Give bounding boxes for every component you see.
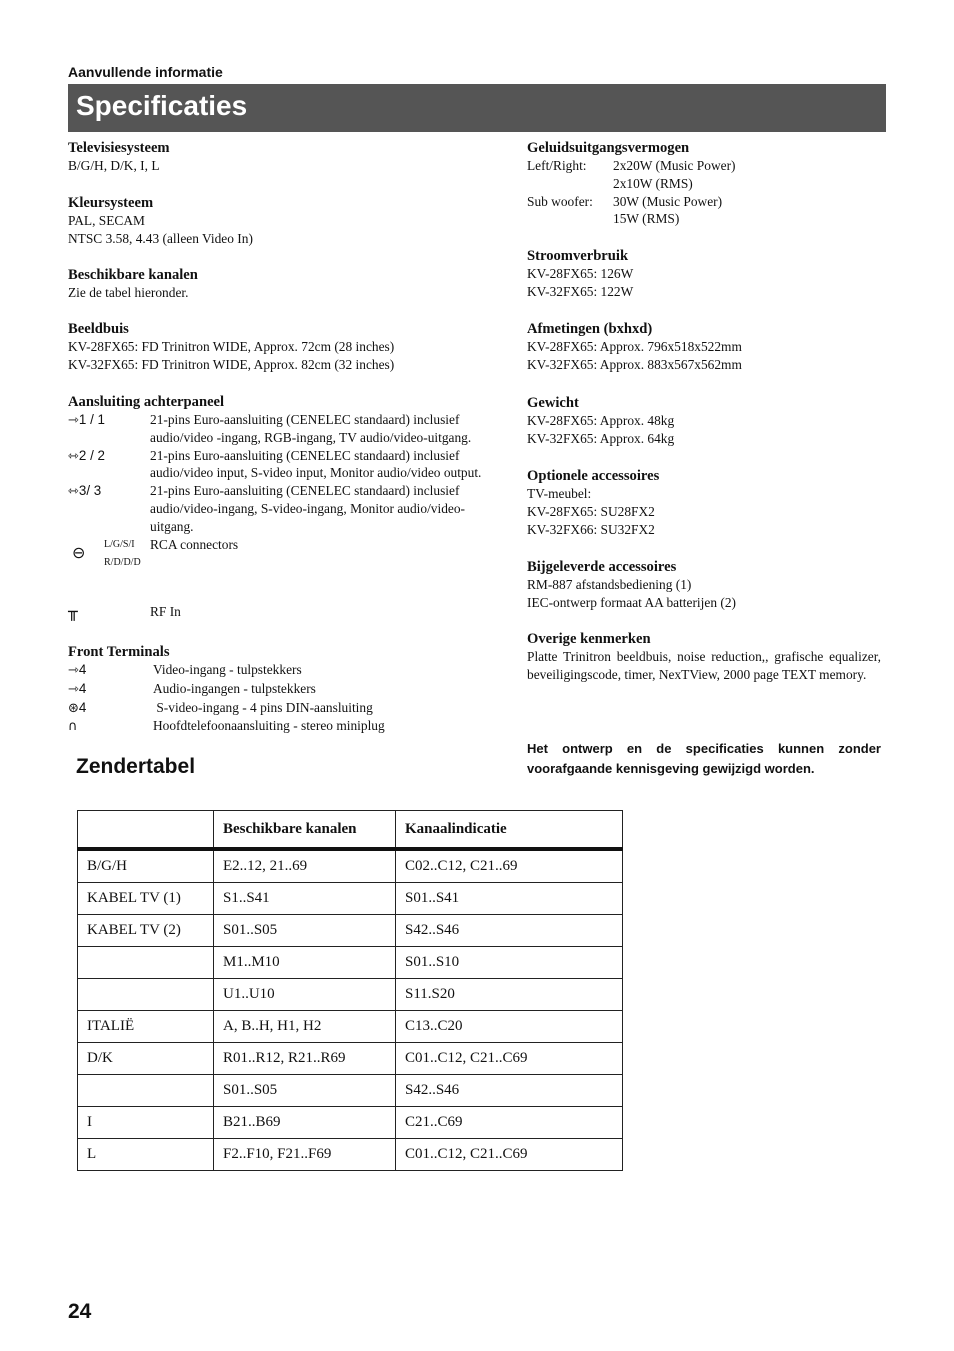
- table-row: [78, 1011, 623, 1043]
- channel-table-title: Zendertabel: [76, 755, 196, 778]
- front-terminal-audio: [68, 680, 508, 699]
- rear-terminal-3: [68, 482, 518, 535]
- channels-heading: Beschikbare kanalen: [68, 267, 198, 283]
- front-terminal-headphones: [68, 717, 508, 736]
- sound-output-label: Left/Right:: [527, 158, 587, 173]
- color-system: [68, 194, 253, 248]
- scart-io-icon: ⇿: [68, 484, 79, 500]
- table-cell: L: [78, 1139, 214, 1171]
- optional-accessories-line: KV-32FX66: SU32FX2: [527, 521, 655, 537]
- front-terminal-video: [68, 661, 508, 680]
- section-label: Aanvullende informatie: [68, 64, 223, 80]
- terminal-2-desc: 21-pins Euro-aansluiting (CENELEC standaard) inclusief: [150, 447, 460, 463]
- front-terminals: [68, 643, 508, 736]
- table-cell: D/K: [78, 1043, 214, 1075]
- table-cell: S1..S41: [214, 883, 396, 915]
- table-row: [78, 1043, 623, 1075]
- supplied-accessories-line: RM-887 afstandsbediening (1): [527, 577, 692, 592]
- table-cell: R01..R12, R21..R69: [214, 1043, 396, 1075]
- page-number: 24: [68, 1300, 92, 1323]
- table-cell: M1..M10: [214, 947, 396, 979]
- supplied-accessories-line: IEC-ontwerp formaat AA batterijen (2): [527, 594, 736, 610]
- rca-channel-label: L/G/S/I: [104, 538, 135, 550]
- color-system-line: PAL, SECAM: [68, 213, 145, 228]
- front-terminal-svideo: [68, 699, 508, 718]
- rear-terminal-1: [68, 411, 518, 447]
- page-title: Specificaties: [76, 90, 248, 121]
- terminal-1-desc: audio/video -ingang, RGB-ingang, TV audio/video-uitgang.: [150, 429, 472, 445]
- tube-line: KV-32FX65: FD Trinitron WIDE, Approx. 82cm (32 inches): [68, 356, 395, 372]
- power-line: KV-28FX65: 126W: [527, 266, 634, 281]
- video-in-icon: ⇾: [68, 663, 79, 678]
- table-cell: [78, 1075, 214, 1107]
- terminal-3-desc: 21-pins Euro-aansluiting (CENELEC standaard) inclusief: [150, 483, 460, 499]
- audio-in-icon: ⇾: [68, 681, 79, 697]
- front-terminal-desc: Audio-ingangen - tulpstekkers: [153, 680, 316, 696]
- rca-terminal: [68, 536, 518, 572]
- table-cell: C02..C12, C21..69: [396, 849, 623, 883]
- audio-out-icon: ⊖: [72, 542, 86, 562]
- tv-system: [68, 139, 170, 175]
- channels: [68, 266, 198, 302]
- front-terminal-label: 4: [78, 699, 87, 715]
- terminal-2-desc: audio/video input, S-video input, Monitor audio/video output.: [150, 465, 482, 481]
- color-system-line: NTSC 3.58, 4.43 (alleen Video In): [68, 230, 253, 246]
- table-cell: C21..C69: [396, 1107, 623, 1139]
- optional-accessories: [527, 467, 659, 538]
- table-header-cell: Kanaalindicatie: [396, 811, 623, 850]
- svideo-icon: ⊛: [68, 700, 79, 716]
- optional-accessories-heading: Optionele accessoires: [527, 468, 660, 484]
- table-row: [78, 1075, 623, 1107]
- sound-output-value: 2x20W (Music Power): [613, 158, 736, 173]
- terminal-3-desc: uitgang.: [150, 518, 194, 534]
- dimensions-line: KV-28FX65: Approx. 796x518x522mm: [527, 339, 742, 354]
- optional-accessories-line: TV-meubel:: [527, 486, 592, 501]
- table-cell: A, B..H, H1, H2: [214, 1011, 396, 1043]
- rear-terminal-2: [68, 447, 518, 483]
- scart-input-icon: ⇾: [68, 413, 79, 428]
- tv-system-value: B/G/H, D/K, I, L: [68, 158, 160, 173]
- table-cell: C01..C12, C21..C69: [396, 1139, 623, 1171]
- table-cell: C13..C20: [396, 1011, 623, 1043]
- tv-system-heading: Televisiesysteem: [68, 140, 170, 156]
- tube-heading: Beeldbuis: [68, 321, 129, 337]
- terminal-3-desc: audio/video-ingang, S-video-ingang, Monitor audio/video-: [150, 500, 465, 516]
- other-features-text: Platte Trinitron beeldbuis, noise reduction,, grafische equalizer, beveiligingscode, timer, NexTView, 2000 page TEXT memory.: [527, 649, 881, 682]
- tube: [68, 320, 394, 374]
- channels-value: Zie de tabel hieronder.: [68, 285, 189, 300]
- table-row: [78, 947, 623, 979]
- sound-output-value: 2x10W (RMS): [613, 175, 693, 191]
- weight: [527, 394, 674, 448]
- supplied-accessories-heading: Bijgeleverde accessoires: [527, 559, 677, 575]
- front-terminal-label: 4: [78, 662, 87, 677]
- optional-accessories-line: KV-28FX65: SU28FX2: [527, 503, 655, 519]
- table-cell: B/G/H: [78, 849, 214, 883]
- sound-output-label: Sub woofer:: [527, 193, 593, 209]
- table-header-row: [78, 811, 623, 850]
- table-cell: S42..S46: [396, 915, 623, 947]
- front-terminals-heading: Front Terminals: [68, 644, 170, 660]
- table-row: [78, 883, 623, 915]
- other-features-heading: Overige kenmerken: [527, 631, 651, 647]
- table-cell: KABEL TV (2): [78, 915, 214, 947]
- weight-line: KV-32FX65: Approx. 64kg: [527, 430, 675, 446]
- scart-io-icon: ⇿: [68, 448, 79, 464]
- supplied-accessories: [527, 558, 736, 612]
- table-row: [78, 915, 623, 947]
- weight-heading: Gewicht: [527, 395, 579, 411]
- weight-line: KV-28FX65: Approx. 48kg: [527, 413, 675, 428]
- table-row: [78, 1139, 623, 1171]
- table-cell: S01..S41: [396, 883, 623, 915]
- rca-channel-label: R/D/D/D: [104, 556, 141, 568]
- table-cell: F2..F10, F21..F69: [214, 1139, 396, 1171]
- antenna-icon: ╥: [68, 601, 78, 621]
- table-cell: C01..C12, C21..C69: [396, 1043, 623, 1075]
- power-line: KV-32FX65: 122W: [527, 283, 634, 299]
- terminal-1-desc: 21-pins Euro-aansluiting (CENELEC standaard) inclusief: [150, 412, 460, 427]
- other-features: [527, 630, 881, 684]
- title-bar: [68, 84, 886, 132]
- table-cell: ITALIË: [78, 1011, 214, 1043]
- sound-output-heading: Geluidsuitgangsvermogen: [527, 140, 690, 156]
- table-cell: S11.S20: [396, 979, 623, 1011]
- sound-output-value: 30W (Music Power): [613, 193, 723, 209]
- channel-table: [77, 810, 623, 1171]
- disclaimer-note: Het ontwerp en de specificaties kunnen zonder voorafgaande kennisgeving gewijzigd worden.: [527, 741, 881, 776]
- table-cell: U1..U10: [214, 979, 396, 1011]
- terminal-2-label: 2 / 2: [78, 447, 105, 463]
- table-cell: [78, 979, 214, 1011]
- table-cell: KABEL TV (1): [78, 883, 214, 915]
- table-row: [78, 1107, 623, 1139]
- table-header-cell: Beschikbare kanalen: [214, 811, 396, 850]
- sound-output-value: 15W (RMS): [613, 211, 680, 227]
- table-cell: [78, 947, 214, 979]
- table-cell: S01..S05: [214, 915, 396, 947]
- table-row: [78, 849, 623, 883]
- rf-terminal: [68, 603, 518, 622]
- front-terminal-desc: Hoofdtelefoonaansluiting - stereo miniplug: [153, 718, 385, 734]
- dimensions-heading: Afmetingen (bxhxd): [527, 321, 653, 337]
- front-terminal-desc: S-video-ingang - 4 pins DIN-aansluiting: [153, 699, 373, 715]
- table-cell: I: [78, 1107, 214, 1139]
- dimensions: [527, 320, 742, 374]
- sound-output: [527, 139, 735, 228]
- color-system-heading: Kleursysteem: [68, 195, 154, 211]
- table-cell: S01..S10: [396, 947, 623, 979]
- table-header-cell: [78, 811, 214, 850]
- headphones-icon: ∩: [68, 719, 78, 735]
- table-cell: S01..S05: [214, 1075, 396, 1107]
- rear-panel-heading: Aansluiting achterpaneel: [68, 394, 225, 410]
- table-cell: E2..12, 21..69: [214, 849, 396, 883]
- rear-panel: [68, 393, 518, 621]
- terminal-1-label: 1 / 1: [78, 412, 105, 427]
- power-heading: Stroomverbruik: [527, 248, 629, 264]
- rca-desc: RCA connectors: [150, 536, 239, 552]
- power: [527, 247, 633, 301]
- rf-desc: RF In: [150, 603, 181, 619]
- table-cell: S42..S46: [396, 1075, 623, 1107]
- table-row: [78, 979, 623, 1011]
- front-terminal-label: 4: [78, 680, 87, 696]
- tube-line: KV-28FX65: FD Trinitron WIDE, Approx. 72cm (28 inches): [68, 339, 395, 354]
- table-cell: B21..B69: [214, 1107, 396, 1139]
- terminal-3-label: 3/ 3: [78, 483, 102, 499]
- front-terminal-desc: Video-ingang - tulpstekkers: [153, 662, 302, 677]
- dimensions-line: KV-32FX65: Approx. 883x567x562mm: [527, 356, 742, 372]
